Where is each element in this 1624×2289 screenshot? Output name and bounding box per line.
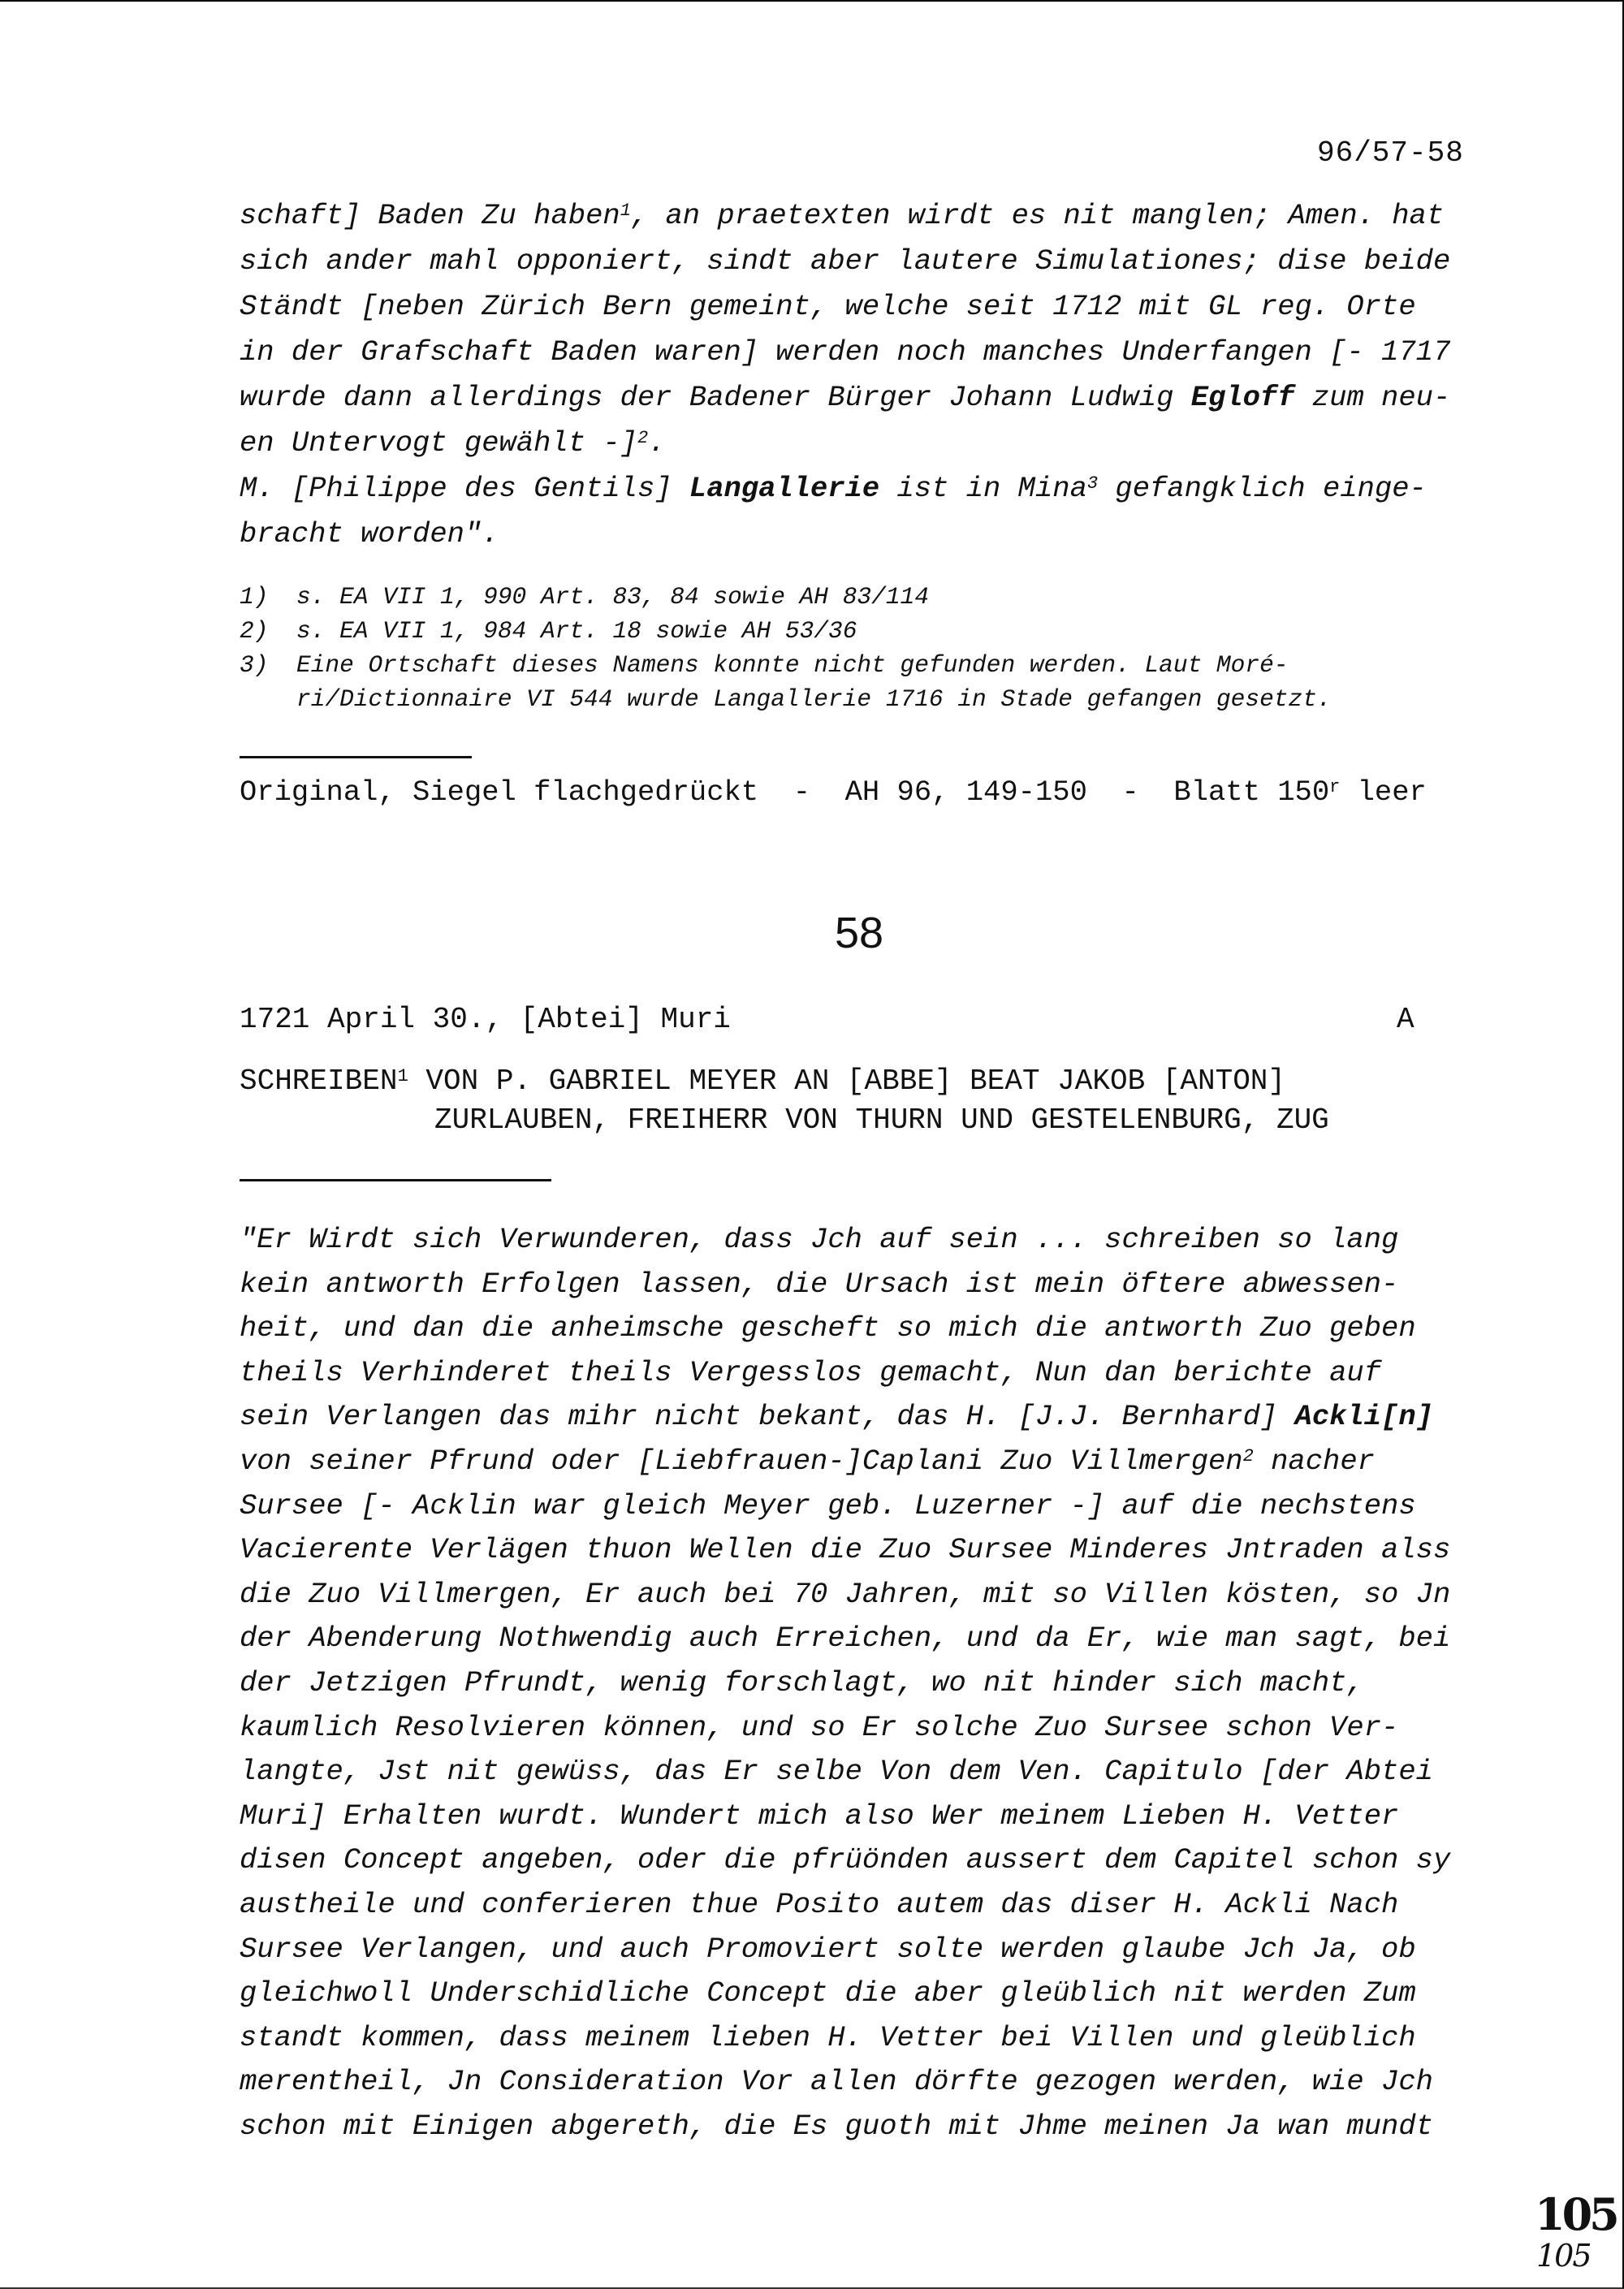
body-line: heit, und dan die anheimsche gescheft so mich die antworth Zuo geben	[240, 1311, 1416, 1345]
footnote-ref: 2	[1242, 1446, 1254, 1467]
body-line: disen Concept angeben, oder die pfrüönden aussert dem Capitel schon sy	[240, 1843, 1451, 1877]
document-title	[240, 1062, 1329, 1140]
letter-body	[240, 1218, 1490, 2149]
footnote-number: 3)	[240, 651, 269, 679]
person-name: Ackli[n]	[1294, 1400, 1433, 1434]
body-line: Sursee Verlangen, und auch Promoviert solte werden glaube Jch Ja, ob	[240, 1932, 1416, 1966]
body-line: schon mit Einigen abgereth, die Es guoth mit Jhme meinen Ja wan mundt	[240, 2109, 1433, 2143]
footnote-ref: 2	[637, 428, 649, 449]
intro-line: schaft] Baden Zu haben$^1$, an praetexten wirdt es nit manglen; Amen. hat	[240, 199, 1445, 232]
intro-line: wurde dann allerdings der Badener Bürger Johann Ludwig Egloff zum neu-	[240, 381, 1451, 414]
body-line: sein Verlangen das mihr nicht bekant, das H. [J.J. Bernhard] Ackli[n]	[240, 1400, 1433, 1434]
body-line: kein antworth Erfolgen lassen, die Ursach ist mein öftere abwessen-	[240, 1267, 1399, 1301]
footnote-number: 2)	[240, 617, 269, 645]
body-line: merentheil, Jn Consideration Vor allen dörfte gezogen werden, wie Jch	[240, 2065, 1433, 2099]
folio-side: r	[1329, 777, 1341, 798]
body-line: die Zuo Villmergen, Er auch bei 70 Jahren, mit so Villen kösten, so Jn	[240, 1577, 1451, 1611]
page-reference: 96/57-58	[1317, 136, 1464, 170]
intro-line: en Untervogt gewählt -]$^2$.	[240, 426, 666, 460]
footnote-ref: 3	[1086, 473, 1099, 495]
document-number: 58	[835, 909, 884, 957]
person-name: Egloff	[1190, 381, 1295, 414]
body-line: Muri] Erhalten wurdt. Wundert mich also Wer meinem Lieben H. Vetter	[240, 1799, 1399, 1833]
footnote-text: Eine Ortschaft dieses Namens konnte nicht gefunden werden. Laut Moré-ri/Dictionnaire VI 544 wurde Langallerie 1716 in Stade gefangen gesetzt.	[296, 651, 1332, 713]
page-number-stamp: 105	[1535, 2188, 1617, 2240]
footnote-text: s. EA VII 1, 984 Art. 18 sowie AH 53/36	[296, 617, 857, 645]
page-number-handwritten: 105	[1536, 2238, 1591, 2274]
footnote-text: s. EA VII 1, 990 Art. 83, 84 sowie AH 83/114	[296, 583, 929, 611]
footnote-ref: 1	[397, 1065, 408, 1086]
document-date: 1721 April 30., [Abtei] Muri	[240, 1003, 731, 1036]
footnote-number: 1)	[240, 583, 269, 611]
body-line: von seiner Pfrund oder [Liebfrauen-]Caplani Zuo Villmergen$^2$ nacher	[240, 1444, 1375, 1478]
body-line: gleichwoll Underschidliche Concept die aber gleüblich nit werden Zum	[240, 1976, 1416, 2010]
body-line: standt kommen, dass meinem lieben H. Vetter bei Villen und gleüblich	[240, 2020, 1416, 2054]
body-line: der Abenderung Nothwendig auch Erreichen, und da Er, wie man sagt, bei	[240, 1622, 1451, 1656]
intro-line: M. [Philippe des Gentils] Langallerie ist in Mina$^3$ gefangklich einge-	[240, 472, 1427, 505]
body-line: kaumlich Resolvieren können, und so Er solche Zuo Sursee schon Ver-	[240, 1710, 1399, 1744]
body-line: langte, Jst nit gewüss, das Er selbe Von dem Ven. Capitulo [der Abtei	[240, 1755, 1433, 1789]
intro-line: bracht worden".	[240, 517, 499, 551]
body-line: theils Verhinderet theils Vergesslos gemacht, Nun dan berichte auf	[240, 1355, 1382, 1389]
body-line: "Er Wirdt sich Verwunderen, dass Jch auf sein ... schreiben so lang	[240, 1223, 1399, 1256]
intro-line: in der Grafschaft Baden waren] werden noch manches Underfangen [- 1717	[240, 335, 1451, 369]
separator-rule	[240, 756, 472, 758]
body-line: der Jetzigen Pfrundt, wenig forschlagt, wo nit hinder sich macht,	[240, 1665, 1364, 1699]
separator-rule	[240, 1179, 551, 1181]
intro-line: Ständt [neben Zürich Bern gemeint, welche seit 1712 mit GL reg. Orte	[240, 290, 1416, 323]
document-type-letter: A	[1397, 1003, 1415, 1036]
title-line: ZURLAUBEN, FREIHERR VON THURN UND GESTELENBURG, ZUG	[434, 1103, 1329, 1137]
footnote	[240, 580, 1490, 614]
source-note: Original, Siegel flachgedrückt - AH 96, 149-150 - Blatt 150$^r$ leer	[240, 775, 1427, 809]
person-name: Langallerie	[689, 472, 880, 505]
title-line: SCHREIBEN$^1$ VON P. GABRIEL MEYER AN [ABBE] BEAT JAKOB [ANTON]	[240, 1065, 1286, 1098]
footnote	[240, 648, 1490, 716]
intro-text	[240, 193, 1482, 557]
footnote-ref: 1	[620, 201, 631, 222]
body-line: Sursee [- Acklin war gleich Meyer geb. Luzerner -] auf die nechstens	[240, 1488, 1416, 1522]
body-line: Vacierente Verlägen thuon Wellen die Zuo Sursee Minderes Jntraden alss	[240, 1533, 1451, 1567]
footnotes	[240, 580, 1490, 716]
body-line: austheile und conferieren thue Posito autem das diser H. Ackli Nach	[240, 1887, 1399, 1921]
intro-line: sich ander mahl opponiert, sindt aber lautere Simulationes; dise beide	[240, 244, 1451, 278]
footnote	[240, 614, 1490, 648]
